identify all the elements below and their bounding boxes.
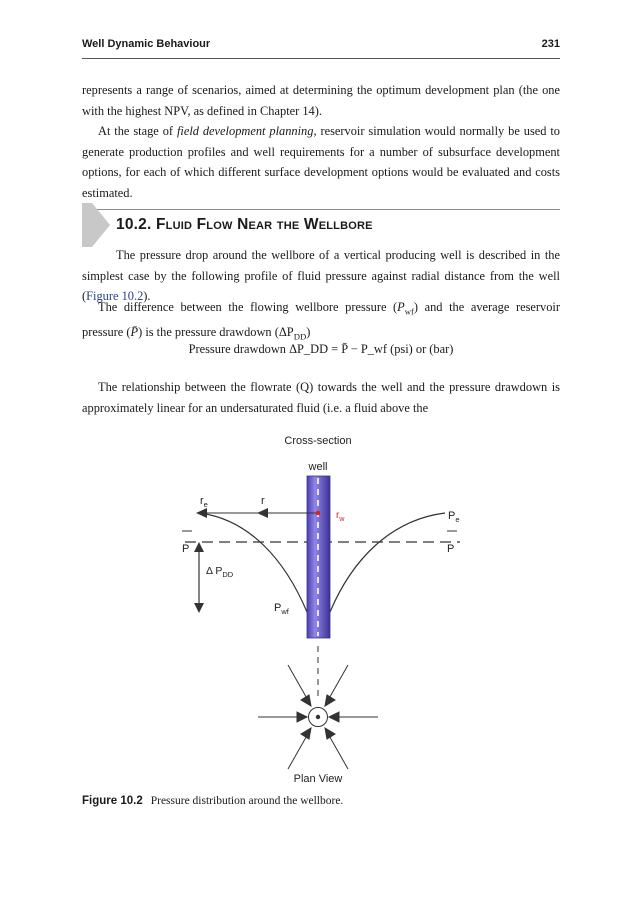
paragraph-3-start: The pressure drop around the wellbore of a vertical producing well is described in the simplest case by the following profile of fluid pressure against radial distance from the well ( [82, 248, 560, 304]
pressure-distribution-diagram [150, 428, 490, 793]
pe-label: $P_e$ [448, 510, 460, 524]
p4-pwf-sub: wf [404, 306, 414, 317]
r-label: r [261, 495, 265, 507]
paragraph-5 [82, 377, 560, 418]
plan-view-label: Plan View [293, 773, 343, 785]
pbar-left-label: P [182, 543, 190, 555]
paragraph-2-start: At the stage of [98, 124, 177, 138]
section-number: 10.2. [116, 216, 152, 233]
page-number: 231 [541, 38, 560, 50]
figure-caption-label: Figure 10.2 [82, 795, 143, 807]
drawdown-label: Δ $P_{DD}$ [206, 565, 234, 579]
drawdown-arrowhead-down [194, 603, 204, 613]
section-heading [116, 216, 373, 234]
paragraph-5-text: The relationship between the flowrate (Q) towards the well and the pressure drawdown is approximately linear for an undersaturated fluid (i.e. a fluid above the [82, 380, 560, 415]
plan-view-well-center [316, 715, 320, 719]
pbar-right-label: P [447, 543, 455, 555]
section-rule [82, 209, 560, 210]
rw-marker [316, 511, 321, 516]
paragraph-2-end: , reservoir simulation would normally be used to generate production profiles and well requirements for a number of subsurface development options, for each of which different surface development options would be evaluated and costs estimated. [82, 124, 561, 200]
rw-label: $r_w$ [336, 510, 345, 523]
section-arrow-icon [82, 203, 112, 247]
figure-reference-link[interactable]: Figure 10.2 [86, 289, 144, 304]
paragraph-1-text: represents a range of scenarios, aimed at determining the optimum development plan (the one with the highest NPV, as defined in Chapter 14). [82, 83, 560, 118]
running-title: Well Dynamic Behaviour [82, 38, 211, 50]
p4-pbar: P̄ [130, 325, 139, 340]
header-rule [82, 58, 560, 59]
well-label: well [308, 461, 328, 473]
cross-section-label: Cross-section [284, 435, 352, 447]
p4-a: The difference between the flowing wellbore pressure ( [98, 300, 398, 314]
section-title: Fluid Flow Near the Wellbore [156, 216, 373, 233]
drawdown-arrowhead-up [194, 542, 204, 552]
paragraph-3-end: ). [143, 289, 151, 304]
figure-caption [82, 795, 560, 807]
paragraph-2-italic: field development planning [176, 124, 314, 138]
p4-pwf: P [397, 300, 405, 314]
r-arrowhead [257, 508, 268, 518]
p4-b: ) and the average reservoir pressure ( [82, 300, 560, 340]
running-header [82, 38, 560, 50]
p4-d: ) [306, 325, 311, 340]
re-label: $r_e$ [200, 495, 208, 509]
drawdown-equation: Pressure drawdown ΔP_DD = P̄ − P_wf (psi) or (bar) [188, 342, 454, 356]
p4-c: ) is the pressure drawdown (ΔP [138, 325, 294, 340]
paragraph-4 [82, 297, 560, 347]
pwf-label: $P_{wf}$ [274, 602, 289, 616]
figure-caption-text: Pressure distribution around the wellbore. [150, 795, 344, 807]
re-arrowhead [196, 508, 207, 518]
p4-dd-sub: DD [293, 331, 307, 342]
paragraph-1 [82, 80, 560, 121]
paragraph-2 [82, 121, 560, 203]
